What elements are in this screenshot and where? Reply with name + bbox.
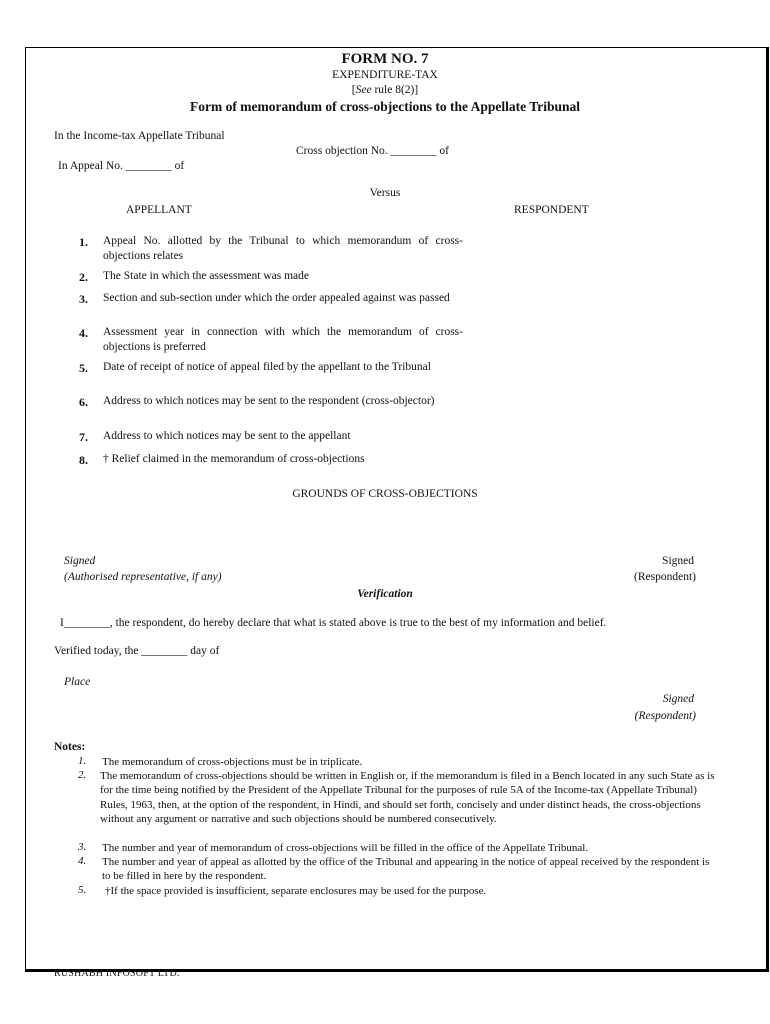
tribunal-line: In the Income-tax Appellate Tribunal (54, 130, 225, 142)
form-subtitle: EXPENDITURE-TAX (332, 69, 438, 81)
respondent-label: RESPONDENT (514, 204, 589, 216)
verified-today: Verified today, the ________ day of (54, 645, 220, 657)
footer-company: RUSHABH INFOSOFT LTD. (54, 968, 180, 979)
rule-reference (0, 84, 770, 96)
signed-bottom: Signed (662, 693, 694, 705)
appeal-line: In Appeal No. ________ of (58, 160, 185, 172)
item-text: Address to which notices may be sent to the appellant (103, 430, 351, 442)
notes-heading: Notes: (54, 741, 86, 753)
note-text: †If the space provided is insufficient, separate enclosures may be used for the purpose. (105, 885, 487, 897)
item-number: 2. (79, 270, 88, 284)
item-text: Assessment year in connection with which the memorandum of cross-objections is preferred (103, 326, 463, 353)
item-text: The State in which the assessment was made (103, 270, 309, 282)
signed-bottom-role: (Respondent) (634, 710, 696, 722)
note-number: 2. (78, 769, 87, 781)
item-text: Section and sub-section under which the order appealed against was passed (103, 292, 450, 304)
declaration-text: I________, the respondent, do hereby declare that what is stated above is true to the best of my information and belief. (60, 617, 607, 629)
appellant-label: APPELLANT (126, 204, 192, 216)
grounds-heading: GROUNDS OF CROSS-OBJECTIONS (292, 488, 478, 500)
note-number: 1. (78, 755, 87, 767)
item-number: 6. (79, 395, 88, 409)
note-text: The number and year of appeal as allotted by the office of the Tribunal and appearing in the notice of appeal received by the respondent is to be filled in here by the respondent. (102, 856, 710, 883)
note-text: The memorandum of cross-objections must be in triplicate. (102, 756, 363, 768)
rule-prefix: [ (351, 84, 356, 96)
note-text: The number and year of memorandum of cross-objections will be filled in the office of the Appellate Tribunal. (102, 842, 589, 854)
note-text: The memorandum of cross-objections should be written in English or, if the memorandum is filed in a Bench located in any such State as is for the time being notified by the President of the Appellate Tribunal for the purposes of rule 5A of the Income-tax (Appellate Tribunal) Rules, 1963, then, at the option of the respondent, in Hindi, and should set forth, concisely and under distinct heads, the cross-objections without any argument or narrative and such objections should be numbered consecutively. (100, 770, 715, 825)
rule-see: See (355, 84, 372, 96)
place-label: Place (64, 676, 91, 688)
form-title: FORM NO. 7 (341, 51, 429, 67)
signed-left: Signed (64, 555, 96, 567)
item-text: Address to which notices may be sent to the respondent (cross-objector) (103, 395, 435, 407)
signed-right-role: (Respondent) (634, 571, 696, 583)
item-number: 7. (79, 430, 88, 444)
versus-label: Versus (369, 187, 401, 199)
page-border (25, 47, 769, 972)
verification-heading: Verification (357, 588, 413, 600)
cross-objection-line: Cross objection No. ________ of (296, 145, 450, 157)
rule-suffix: rule 8(2)] (371, 84, 419, 96)
item-text: † Relief claimed in the memorandum of cross-objections (103, 453, 365, 465)
form-heading: Form of memorandum of cross-objections to the Appellate Tribunal (190, 99, 580, 114)
note-number: 3. (78, 841, 87, 853)
note-number: 4. (78, 855, 87, 867)
item-text: Date of receipt of notice of appeal filed by the appellant to the Tribunal (103, 361, 431, 373)
signed-left-role: (Authorised representative, if any) (64, 571, 222, 583)
item-number: 8. (79, 453, 88, 467)
item-number: 5. (79, 361, 88, 375)
item-number: 4. (79, 326, 88, 340)
item-text: Appeal No. allotted by the Tribunal to which memorandum of cross-objections relates (103, 235, 463, 262)
item-number: 3. (79, 292, 88, 306)
note-number: 5. (78, 884, 87, 896)
signed-right: Signed (662, 555, 694, 567)
item-number: 1. (79, 235, 88, 249)
